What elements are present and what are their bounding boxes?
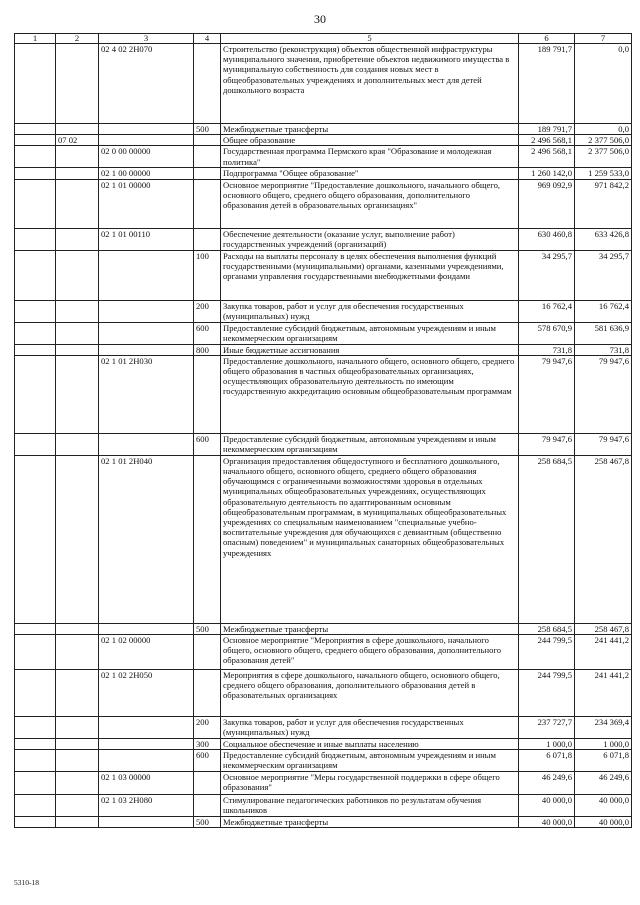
cell-amount-year2: 258 467,8 xyxy=(575,455,632,623)
cell-section xyxy=(15,717,56,739)
cell-description: Предоставление субсидий бюджетным, автономным учреждениям и иным некоммерческим организациям xyxy=(221,322,519,344)
table-row xyxy=(15,670,632,717)
cell-section xyxy=(15,795,56,817)
cell-description: Предоставление субсидий бюджетным, автономным учреждениям и иным некоммерческим организациям xyxy=(221,433,519,455)
col-header-5: 5 xyxy=(221,34,519,44)
table-row xyxy=(15,228,632,250)
cell-target-code xyxy=(99,300,194,322)
table-row xyxy=(15,635,632,670)
cell-expense-type xyxy=(194,44,221,124)
cell-subsection xyxy=(56,750,99,772)
cell-subsection xyxy=(56,228,99,250)
cell-expense-type xyxy=(194,168,221,179)
cell-section xyxy=(15,146,56,168)
cell-amount-year1: 189 791,7 xyxy=(519,44,575,124)
cell-subsection xyxy=(56,146,99,168)
cell-section xyxy=(15,355,56,433)
cell-description: Государственная программа Пермского края "Образование и молодежная политика" xyxy=(221,146,519,168)
cell-expense-type: 600 xyxy=(194,322,221,344)
cell-subsection xyxy=(56,717,99,739)
cell-description: Основное мероприятие "Предоставление дошкольного, начального общего, основного общего, среднего общего образования, дополнительного образования детей в образовательных организациях" xyxy=(221,179,519,228)
cell-expense-type: 200 xyxy=(194,300,221,322)
cell-subsection xyxy=(56,817,99,828)
col-header-1: 1 xyxy=(15,34,56,44)
table-row xyxy=(15,146,632,168)
cell-target-code: 02 1 01 2Н040 xyxy=(99,455,194,623)
cell-amount-year1: 578 670,9 xyxy=(519,322,575,344)
cell-description: Закупка товаров, работ и услуг для обеспечения государственных (муниципальных) нужд xyxy=(221,717,519,739)
cell-subsection xyxy=(56,355,99,433)
cell-expense-type xyxy=(194,146,221,168)
cell-section xyxy=(15,344,56,355)
cell-amount-year2: 40 000,0 xyxy=(575,795,632,817)
cell-amount-year1: 731,8 xyxy=(519,344,575,355)
cell-amount-year1: 189 791,7 xyxy=(519,124,575,135)
cell-amount-year2: 241 441,2 xyxy=(575,635,632,670)
col-header-3: 3 xyxy=(99,34,194,44)
cell-amount-year1: 244 799,5 xyxy=(519,670,575,717)
cell-section xyxy=(15,44,56,124)
cell-description: Стимулирование педагогических работников по результатам обучения школьников xyxy=(221,795,519,817)
cell-expense-type: 500 xyxy=(194,623,221,634)
cell-amount-year2: 633 426,8 xyxy=(575,228,632,250)
cell-description: Обеспечение деятельности (оказание услуг, выполнение работ) государственных учреждений (организаций) xyxy=(221,228,519,250)
table-row xyxy=(15,135,632,146)
cell-section xyxy=(15,635,56,670)
cell-target-code xyxy=(99,750,194,772)
cell-expense-type xyxy=(194,179,221,228)
table-row xyxy=(15,433,632,455)
cell-amount-year1: 969 092,9 xyxy=(519,179,575,228)
cell-expense-type xyxy=(194,795,221,817)
cell-expense-type: 300 xyxy=(194,739,221,750)
cell-description: Строительство (реконструкция) объектов общественной инфраструктуры муниципального значения, приобретение объектов недвижимого имущества в муниципальную собственность для создания новых мест в общеобразовательных учреждениях и дополнительных мест для детей дошкольного возраста xyxy=(221,44,519,124)
cell-target-code: 02 1 01 00110 xyxy=(99,228,194,250)
cell-target-code xyxy=(99,739,194,750)
cell-expense-type: 600 xyxy=(194,433,221,455)
cell-expense-type xyxy=(194,455,221,623)
cell-amount-year1: 40 000,0 xyxy=(519,795,575,817)
cell-subsection xyxy=(56,344,99,355)
cell-subsection xyxy=(56,433,99,455)
table-body xyxy=(15,44,632,828)
table-row xyxy=(15,300,632,322)
table-row xyxy=(15,179,632,228)
col-header-6: 6 xyxy=(519,34,575,44)
cell-amount-year1: 2 496 568,1 xyxy=(519,135,575,146)
cell-amount-year1: 258 684,5 xyxy=(519,623,575,634)
cell-target-code: 02 1 01 2Н030 xyxy=(99,355,194,433)
cell-section xyxy=(15,670,56,717)
cell-amount-year1: 79 947,6 xyxy=(519,433,575,455)
cell-description: Мероприятия в сфере дошкольного, начального общего, основного общего, среднего общего образования, дополнительного образования детей в образовательных организациях xyxy=(221,670,519,717)
cell-amount-year1: 1 260 142,0 xyxy=(519,168,575,179)
cell-subsection xyxy=(56,795,99,817)
cell-expense-type: 600 xyxy=(194,750,221,772)
cell-amount-year2: 581 636,9 xyxy=(575,322,632,344)
cell-target-code: 02 0 00 00000 xyxy=(99,146,194,168)
table-row xyxy=(15,739,632,750)
table-row xyxy=(15,322,632,344)
cell-target-code xyxy=(99,322,194,344)
cell-target-code: 02 1 03 00000 xyxy=(99,772,194,795)
table-row xyxy=(15,772,632,795)
cell-amount-year2: 2 377 506,0 xyxy=(575,146,632,168)
table-row xyxy=(15,750,632,772)
cell-amount-year1: 34 295,7 xyxy=(519,250,575,300)
table-row xyxy=(15,817,632,828)
table-row xyxy=(15,250,632,300)
document-code: 5310-18 xyxy=(14,878,39,887)
cell-description: Социальное обеспечение и иные выплаты населению xyxy=(221,739,519,750)
cell-amount-year2: 40 000,0 xyxy=(575,817,632,828)
cell-section xyxy=(15,623,56,634)
page-number: 30 xyxy=(314,12,326,26)
cell-description: Основное мероприятие "Мероприятия в сфере дошкольного, начального общего, основного общего, среднего общего образования, дополнительного образования детей" xyxy=(221,635,519,670)
cell-section xyxy=(15,322,56,344)
cell-amount-year2: 1 000,0 xyxy=(575,739,632,750)
cell-section xyxy=(15,228,56,250)
cell-description: Закупка товаров, работ и услуг для обеспечения государственных (муниципальных) нужд xyxy=(221,300,519,322)
cell-target-code xyxy=(99,433,194,455)
table-row xyxy=(15,44,632,124)
cell-description: Иные бюджетные ассигнования xyxy=(221,344,519,355)
cell-amount-year2: 731,8 xyxy=(575,344,632,355)
cell-target-code: 02 1 01 00000 xyxy=(99,179,194,228)
cell-target-code xyxy=(99,344,194,355)
cell-description: Общее образование xyxy=(221,135,519,146)
table-row xyxy=(15,623,632,634)
table-row xyxy=(15,355,632,433)
table-row xyxy=(15,124,632,135)
cell-description: Межбюджетные трансферты xyxy=(221,124,519,135)
cell-amount-year2: 34 295,7 xyxy=(575,250,632,300)
cell-target-code xyxy=(99,623,194,634)
col-header-4: 4 xyxy=(194,34,221,44)
cell-expense-type: 500 xyxy=(194,817,221,828)
col-header-2: 2 xyxy=(56,34,99,44)
cell-description: Организация предоставления общедоступного и бесплатного дошкольного, начального общего, основного общего, среднего общего образования обучающимся с ограниченными возможностями здоровья в отдельных муниципальных общеобразовательных учреждениях, осуществляющих образовательную деятельность по адаптированным основным общеобразовательным программам, в муниципальных общеобразовательных учреждениях со специальным наименованием "специальные учебно-воспитательные учреждения для обучающихся с девиантным (общественно опасным) поведением" и муниципальных санаторных общеобразовательных учреждениях xyxy=(221,455,519,623)
cell-subsection xyxy=(56,455,99,623)
cell-subsection xyxy=(56,300,99,322)
cell-amount-year2: 971 842,2 xyxy=(575,179,632,228)
cell-subsection xyxy=(56,322,99,344)
cell-description: Предоставление дошкольного, начального общего, основного общего, среднего общего образования в частных общеобразовательных организациях, осуществляющих образовательную деятельность по имеющим государственную аккредитацию основным общеобразовательным программам xyxy=(221,355,519,433)
table-row xyxy=(15,717,632,739)
cell-description: Предоставление субсидий бюджетным, автономным учреждениям и иным некоммерческим организациям xyxy=(221,750,519,772)
cell-target-code xyxy=(99,250,194,300)
cell-description: Расходы на выплаты персоналу в целях обеспечения выполнения функций государственными (муниципальными) органами, казенными учреждениями, органами управления государственными внебюджетными фондами xyxy=(221,250,519,300)
cell-subsection xyxy=(56,772,99,795)
table-row xyxy=(15,455,632,623)
cell-target-code: 02 1 03 2Н080 xyxy=(99,795,194,817)
cell-subsection xyxy=(56,739,99,750)
cell-target-code xyxy=(99,817,194,828)
cell-subsection xyxy=(56,250,99,300)
cell-expense-type: 200 xyxy=(194,717,221,739)
col-header-7: 7 xyxy=(575,34,632,44)
cell-description: Подпрограмма "Общее образование" xyxy=(221,168,519,179)
cell-amount-year2: 241 441,2 xyxy=(575,670,632,717)
table-row xyxy=(15,168,632,179)
table-row xyxy=(15,344,632,355)
cell-subsection xyxy=(56,670,99,717)
cell-subsection: 07 02 xyxy=(56,135,99,146)
cell-expense-type xyxy=(194,670,221,717)
cell-description: Основное мероприятие "Меры государственной поддержки в сфере общего образования" xyxy=(221,772,519,795)
cell-target-code xyxy=(99,124,194,135)
cell-section xyxy=(15,300,56,322)
cell-amount-year1: 46 249,6 xyxy=(519,772,575,795)
cell-amount-year2: 258 467,8 xyxy=(575,623,632,634)
cell-amount-year2: 6 071,8 xyxy=(575,750,632,772)
cell-amount-year2: 79 947,6 xyxy=(575,433,632,455)
cell-section xyxy=(15,168,56,179)
cell-expense-type: 500 xyxy=(194,124,221,135)
table-row xyxy=(15,795,632,817)
cell-expense-type: 100 xyxy=(194,250,221,300)
cell-description: Межбюджетные трансферты xyxy=(221,623,519,634)
cell-amount-year1: 16 762,4 xyxy=(519,300,575,322)
cell-section xyxy=(15,179,56,228)
cell-amount-year2: 79 947,6 xyxy=(575,355,632,433)
cell-amount-year1: 244 799,5 xyxy=(519,635,575,670)
cell-expense-type: 800 xyxy=(194,344,221,355)
cell-section xyxy=(15,135,56,146)
cell-section xyxy=(15,772,56,795)
cell-target-code: 02 1 02 2Н050 xyxy=(99,670,194,717)
cell-amount-year2: 0,0 xyxy=(575,44,632,124)
cell-amount-year2: 16 762,4 xyxy=(575,300,632,322)
cell-amount-year1: 630 460,8 xyxy=(519,228,575,250)
cell-expense-type xyxy=(194,355,221,433)
cell-amount-year1: 79 947,6 xyxy=(519,355,575,433)
cell-section xyxy=(15,455,56,623)
cell-amount-year2: 2 377 506,0 xyxy=(575,135,632,146)
cell-amount-year1: 2 496 568,1 xyxy=(519,146,575,168)
cell-amount-year1: 6 071,8 xyxy=(519,750,575,772)
budget-table xyxy=(14,33,632,828)
cell-expense-type xyxy=(194,772,221,795)
cell-amount-year2: 1 259 533,0 xyxy=(575,168,632,179)
cell-subsection xyxy=(56,44,99,124)
cell-section xyxy=(15,817,56,828)
cell-subsection xyxy=(56,623,99,634)
cell-target-code: 02 1 00 00000 xyxy=(99,168,194,179)
cell-subsection xyxy=(56,124,99,135)
cell-target-code: 02 4 02 2Н070 xyxy=(99,44,194,124)
cell-subsection xyxy=(56,168,99,179)
cell-target-code xyxy=(99,135,194,146)
cell-target-code: 02 1 02 00000 xyxy=(99,635,194,670)
cell-description: Межбюджетные трансферты xyxy=(221,817,519,828)
header-row xyxy=(15,34,632,44)
cell-amount-year2: 0,0 xyxy=(575,124,632,135)
cell-subsection xyxy=(56,635,99,670)
cell-amount-year2: 46 249,6 xyxy=(575,772,632,795)
cell-amount-year1: 258 684,5 xyxy=(519,455,575,623)
cell-expense-type xyxy=(194,228,221,250)
cell-expense-type xyxy=(194,135,221,146)
cell-amount-year1: 237 727,7 xyxy=(519,717,575,739)
cell-expense-type xyxy=(194,635,221,670)
cell-amount-year1: 40 000,0 xyxy=(519,817,575,828)
cell-section xyxy=(15,250,56,300)
cell-target-code xyxy=(99,717,194,739)
cell-section xyxy=(15,124,56,135)
cell-subsection xyxy=(56,179,99,228)
cell-amount-year2: 234 369,4 xyxy=(575,717,632,739)
cell-section xyxy=(15,750,56,772)
cell-section xyxy=(15,433,56,455)
cell-section xyxy=(15,739,56,750)
cell-amount-year1: 1 000,0 xyxy=(519,739,575,750)
